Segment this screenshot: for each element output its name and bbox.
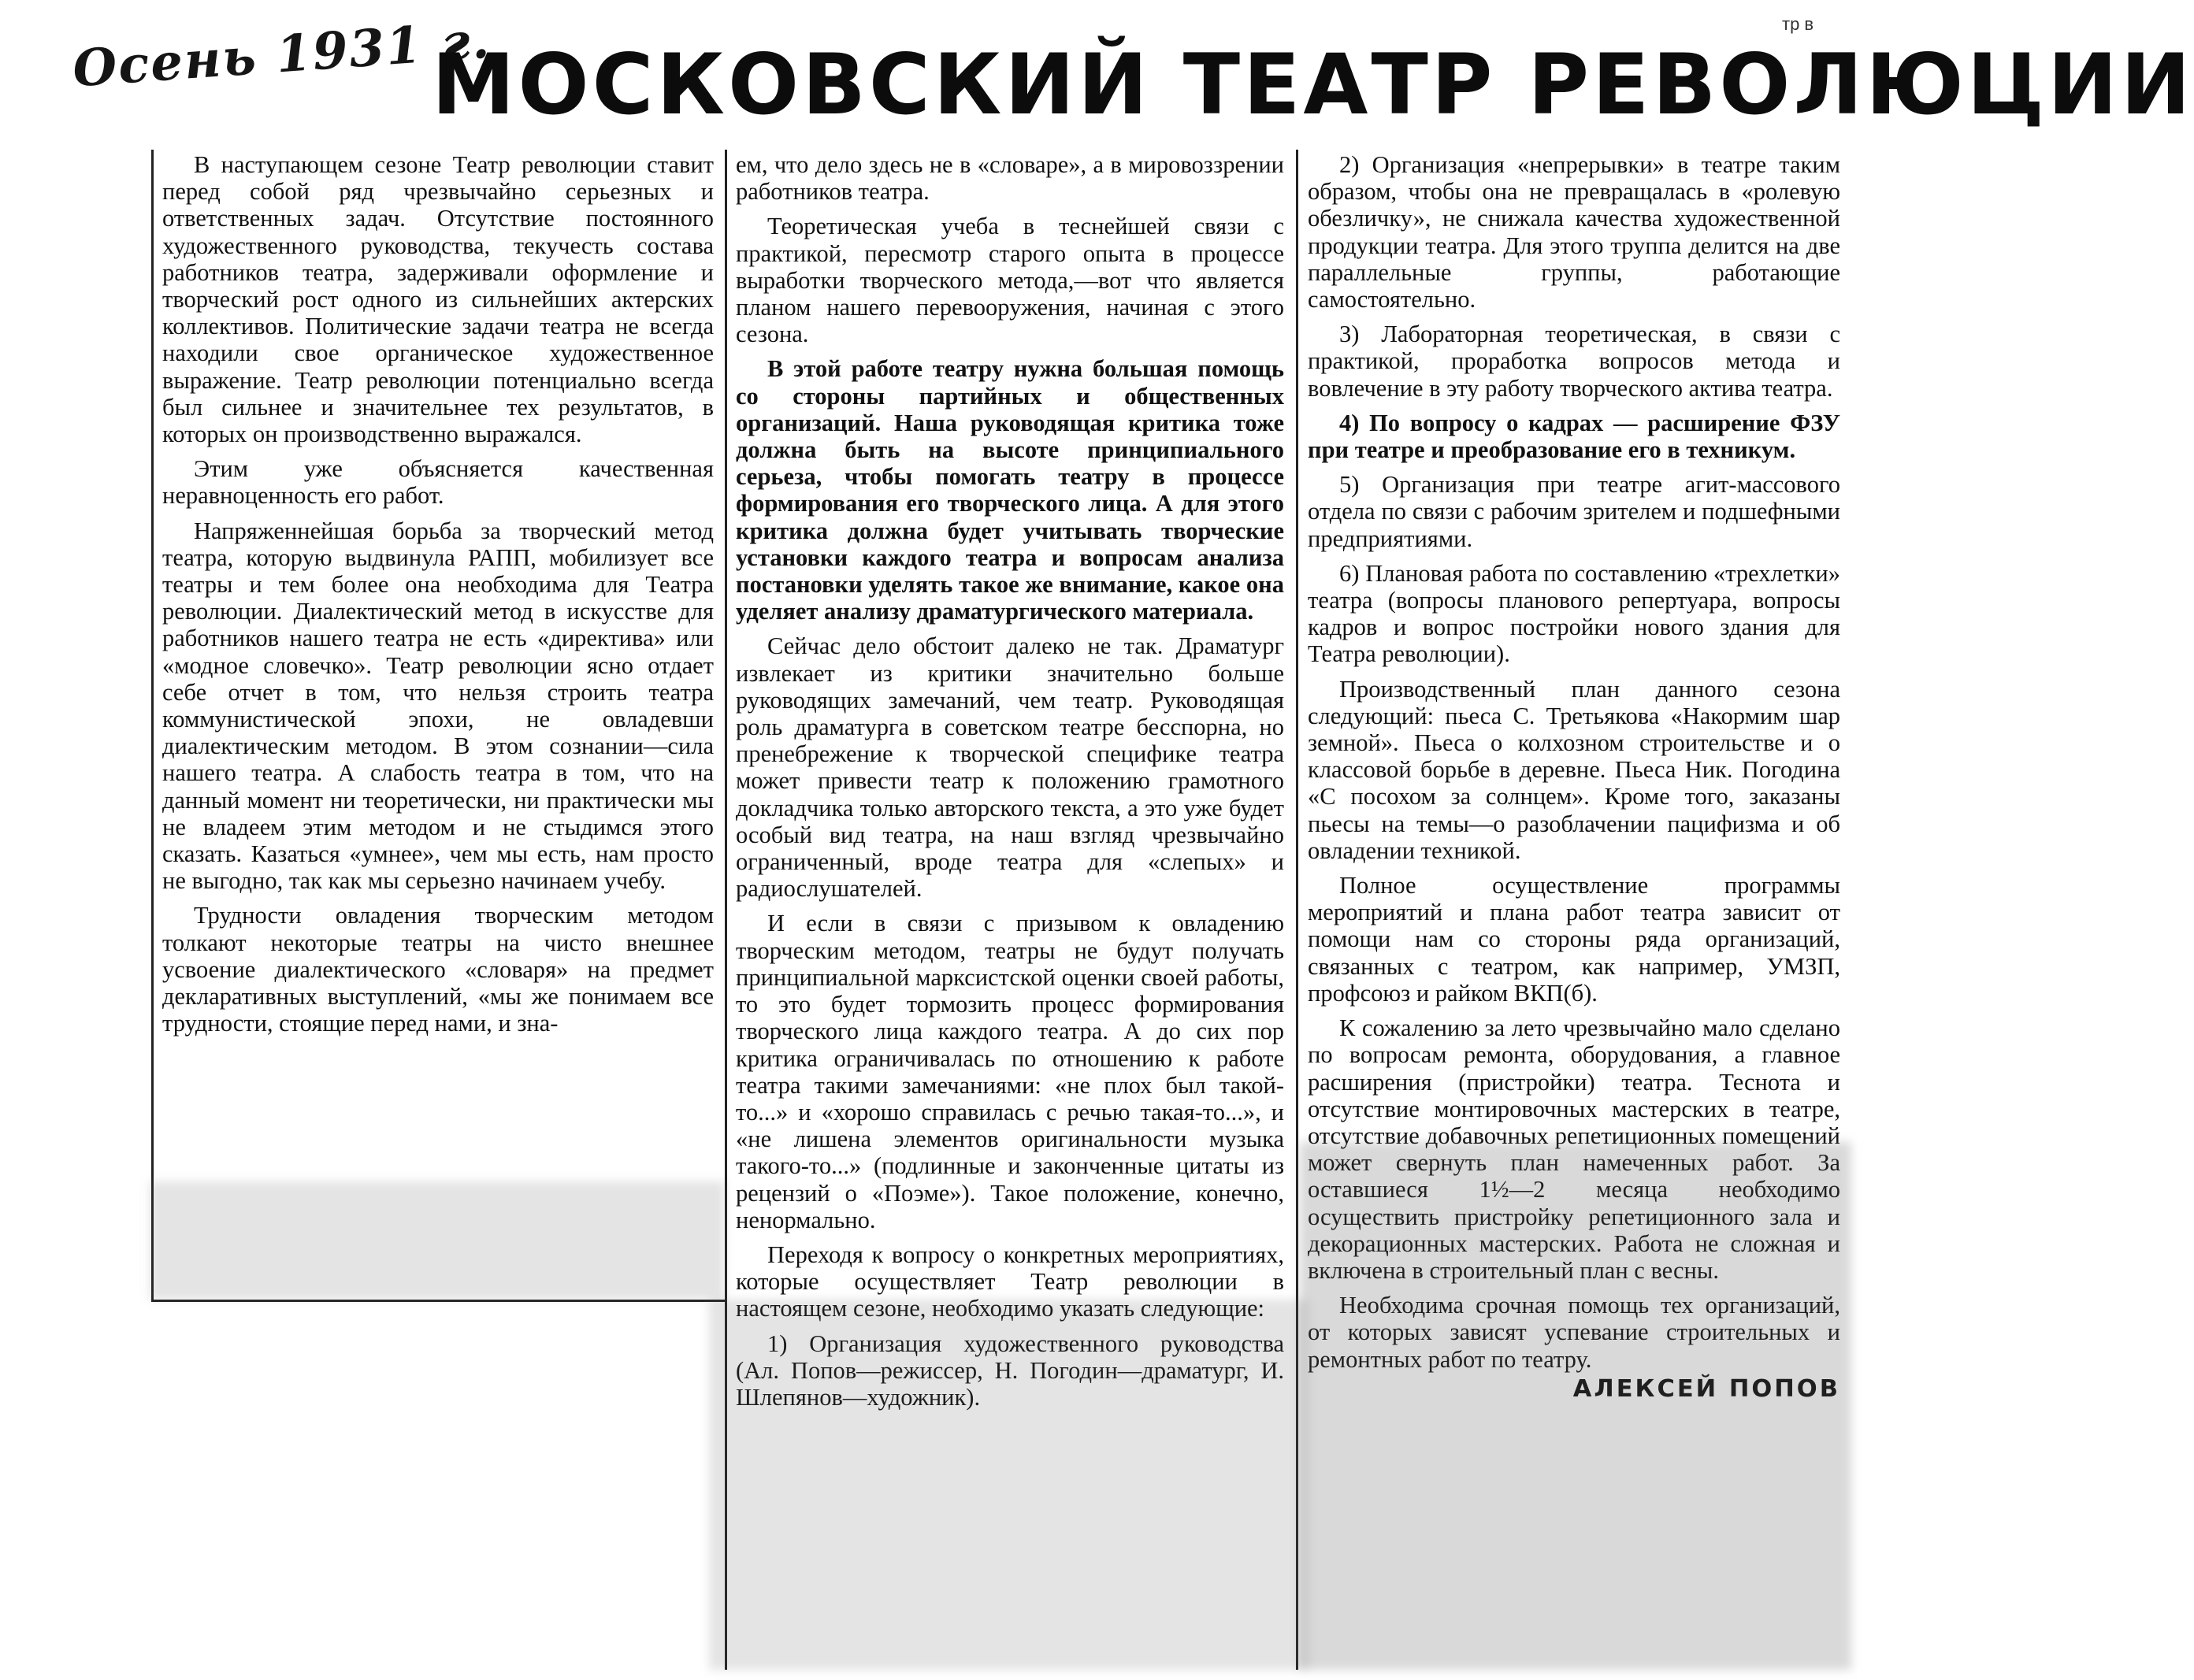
paragraph: Трудности овладения творческим методом толкают некоторые театры на чисто внешнее усвоение диалектического «словаря» на предмет декларативных выступлений, «мы же понимаем все трудности, стоящие перед нами, и зна-: [162, 902, 714, 1037]
paragraph: Производственный план данного сезона следующий: пьеса С. Третьякова «Накормим шар земной». Пьеса о колхозном строительстве и о классовой борьбе в деревне. Пьеса Ник. Погодина «С посохом за солнцем». Кроме того, заказаны пьесы на темы—о разоблачении пацифизма и об овладении техникой.: [1308, 675, 1840, 864]
paragraph: 6) Плановая работа по составлению «трехлетки» театра (вопросы планового репертуара, вопросы кадров и вопрос постройки нового здания для Театра революции).: [1308, 559, 1840, 668]
paragraph: ем, что дело здесь не в «словаре», а в мировоззрении работников театра.: [736, 151, 1284, 206]
author-signature: АЛЕКСЕЙ ПОПОВ: [1572, 1374, 1840, 1403]
paragraph: Полное осуществление программы мероприятий и плана работ театра зависит от помощи нам со стороны ряда организаций, связанных с театром, как например, УМЗП, профсоюз и райком ВКП(б).: [1308, 872, 1840, 1007]
paragraph: В этой работе театру нужна большая помощь со стороны партийных и общественных организаций. Наша руководящая критика тоже должна быть на высоте принципиального серьеза, чтобы помогать театру в процессе формирования его творческого лица. А для этого критика должна будет учитывать творческие установки каждого театра и вопросам анализа постановки уделять такое же внимание, какое она уделяет анализу драматургического материала.: [736, 355, 1284, 625]
paragraph: Напряженнейшая борьба за творческий метод театра, которую выдвинула РАПП, мобилизует все театры и тем более она необходима для Театра революции. Диалектический метод в искусстве для работников нашего театра не есть «директива» или «модное словечко». Театр революции ясно отдает себе отчет в том, что нельзя строить театра коммунистической эпохи, не овладевши диалектическим методом. В этом сознании—сила нашего театра. А слабость театра в том, что на данный момент ни теоретически, ни практически мы не владеем этим методом и не стыдимся этого сказать. Казаться «умнее», чем мы есть, нам просто не выгодно, так как мы серьезно начинаем учебу.: [162, 517, 714, 895]
paragraph: 2) Организация «непрерывки» в театре таким образом, чтобы она не превращалась в «ролевую обезличку», не снижала качества художественной продукции театра. Для этого труппа делится на две параллельные группы, работающие самостоятельно.: [1308, 151, 1840, 313]
article-title: МОСКОВСКИЙ ТЕАТР РЕВОЛЮЦИИ: [432, 36, 2194, 133]
paragraph: 5) Организация при театре агит-массового отдела по связи с рабочим зрителем и подшефными предприятиями.: [1308, 471, 1840, 552]
column-rule-2: [1296, 150, 1298, 1670]
paragraph: 3) Лабораторная теоретическая, в связи с практикой, проработка вопросов метода и вовлечение в эту работу творческого актива театра.: [1308, 321, 1840, 402]
print-shadow: [150, 1181, 725, 1300]
column-rule-left: [151, 150, 154, 1300]
column-rule-bottom: [151, 1300, 726, 1302]
paragraph: 4) По вопросу о кадрах — расширение ФЗУ при театре и преобразование его в техникум.: [1308, 409, 1840, 464]
article-column-3: [1308, 151, 1840, 1403]
paragraph: Сейчас дело обстоит далеко не так. Драматург извлекает из критики значительно больше руководящих замечаний, чем театр. Руководящая роль драматурга в советском театре бесспорна, но пренебрежение к творческой специфике театра может привести театр к положению грамотного докладчика только авторского текста, а это уже будет особый вид театра, на наш взгляд чрезвычайно ограниченный, вроде театра для «слепых» и радиослушателей.: [736, 632, 1284, 903]
paragraph: Переходя к вопросу о конкретных мероприятиях, которые осуществляет Театр революции в настоящем сезоне, необходимо указать следующие:: [736, 1241, 1284, 1322]
article-column-2: [736, 151, 1284, 1411]
column-rule-1: [725, 150, 727, 1670]
paragraph: Теоретическая учеба в теснейшей связи с практикой, пересмотр старого опыта в процессе выработки творческого метода,—вот что является планом нашего перевооружения, начиная с этого сезона.: [736, 213, 1284, 348]
paragraph: К сожалению за лето чрезвычайно мало сделано по вопросам ремонта, оборудования, а главное расширения (пристройки) театра. Теснота и отсутствие монтировочных мастерских в театре, отсутствие добавочных репетиционных помещений может свернуть план намеченных работ. За оставшиеся 1½—2 месяца необходимо осуществить пристройку репетиционного зала и декорационных мастерских. Работа не сложная и включена в строительный план с весны.: [1308, 1014, 1840, 1284]
article-column-1: [162, 151, 714, 1037]
corner-mark: тр в: [1782, 14, 1814, 34]
paragraph: Этим уже объясняется качественная неравноценность его работ.: [162, 455, 714, 510]
paragraph: Необходима срочная помощь тех организаций, от которых зависят успевание строительных и ремонтных работ по театру.: [1308, 1292, 1840, 1373]
paragraph: 1) Организация художественного руководства (Ал. Попов—режиссер, Н. Погодин—драматург, И. Шлепянов—художник).: [736, 1330, 1284, 1411]
paragraph: В наступающем сезоне Театр революции ставит перед собой ряд чрезвычайно серьезных и ответственных задач. Отсутствие постоянного художественного руководства, текучесть состава работников театра, задерживали оформление и творческий рост одного из сильнейших актерских коллективов. Политические задачи театра не всегда находили свое органическое художественное выражение. Театр революции потенциально всегда был сильнее и значительнее тех результатов, в которых он производственно выражался.: [162, 151, 714, 448]
handwritten-date: Осень 1931 г.: [71, 10, 493, 99]
paragraph: И если в связи с призывом к овладению творческим методом, театры не будут получать принципиальной марксистской оценки своей работы, то это будет тормозить процесс формирования творческого лица каждого театра. А до сих пор критика ограничивалась по отношению к работе театра такими замечаниями: «не плох был такой-то...» и «хорошо справилась с речью такая-то...», и «не лишена элементов оригинальности музыка такого-то...» (подлинные и законченные цитаты из рецензий о «Поэме»). Такое положение, конечно, ненормально.: [736, 910, 1284, 1233]
